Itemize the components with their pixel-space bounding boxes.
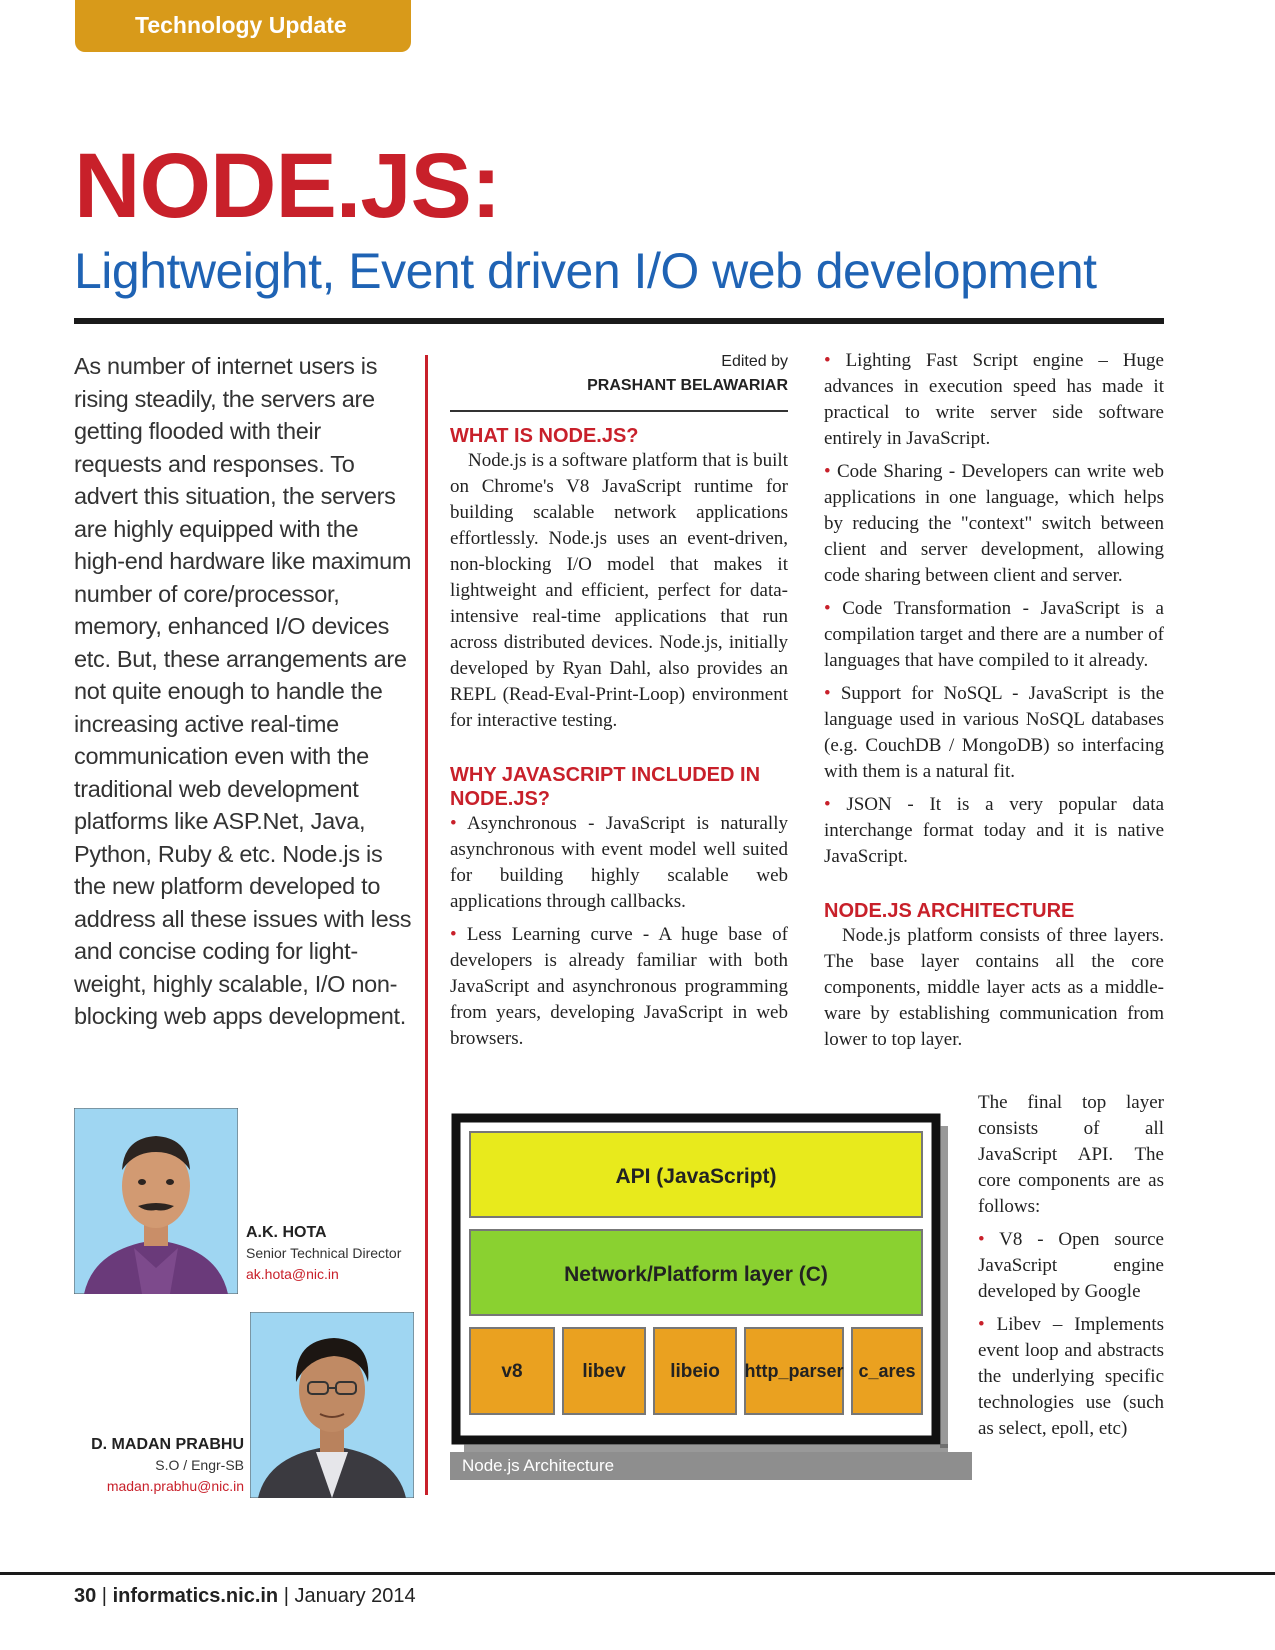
- editor-name: PRASHANT BELAWARIAR: [587, 377, 788, 394]
- editor-rule: [450, 410, 788, 412]
- column-divider: [425, 355, 428, 1495]
- component-label: http_parser: [744, 1361, 844, 1381]
- author-photo-hota: [74, 1108, 238, 1294]
- core-component-bullet: [978, 1312, 1164, 1442]
- column-three-continued: [978, 1090, 1164, 1445]
- why-bullet: [450, 922, 788, 1052]
- diagram-caption: Node.js Architecture: [450, 1452, 972, 1480]
- bullet-text: V8 - Open source JavaScript engine developed by Google: [978, 1229, 1164, 1302]
- bullet-text: Support for NoSQL - JavaScript is the language used in various NoSQL databases (e.g. CouchDB / MongoDB) so interfacing with them is a natural fit.: [824, 683, 1164, 782]
- bullet-icon: •: [824, 683, 841, 704]
- author-name: D. MADAN PRABHU: [91, 1436, 244, 1453]
- page-number: 30: [74, 1585, 97, 1607]
- footer-rule: [0, 1572, 1275, 1575]
- bullet-text: Code Transformation - JavaScript is a compilation target and there are a number of languages that have compiled to it already.: [824, 598, 1164, 671]
- author-role: S.O / Engr-SB: [155, 1457, 244, 1473]
- bullet-icon: •: [450, 924, 467, 945]
- architecture-diagram: [450, 1112, 972, 1484]
- bullet-text: Code Sharing - Developers can write web applications in one language, which helps by reducing the "context" switch between client and server development, allowing code sharing between client and server.: [824, 461, 1165, 586]
- author-email[interactable]: ak.hota@nic.in: [246, 1266, 339, 1282]
- page-title: NODE.JS:: [74, 135, 501, 237]
- component-label: v8: [501, 1361, 523, 1382]
- bullet-icon: •: [450, 813, 467, 834]
- api-layer-label: API (JavaScript): [615, 1165, 777, 1188]
- heading-architecture: NODE.JS ARCHITECTURE: [824, 900, 1075, 922]
- heading-why-javascript: WHY JAVASCRIPT INCLUDED IN NODE.JS?: [450, 764, 761, 810]
- footer-site[interactable]: informatics.nic.in: [112, 1585, 279, 1607]
- bullet-icon: •: [824, 794, 847, 815]
- why-bullet: [824, 792, 1164, 870]
- title-rule: [74, 318, 1164, 324]
- author-role: Senior Technical Director: [246, 1245, 402, 1261]
- bullet-text: Less Learning curve - A huge base of developers is already familiar with both JavaScript and asynchronous programming from years, developing JavaScript in web browsers.: [450, 924, 788, 1049]
- core-component-bullet: [978, 1227, 1164, 1305]
- architecture-paragraph: Node.js platform consists of three layers. The base layer contains all the core components, middle layer acts as a middle-ware by establishing communication from lower to top layer.: [824, 925, 1164, 1050]
- component-row: [470, 1328, 922, 1414]
- author-prabhu-meta: [80, 1434, 244, 1497]
- bullet-icon: •: [978, 1229, 1000, 1250]
- page-subtitle: Lightweight, Event driven I/O web development: [74, 243, 1097, 299]
- author-hota-meta: [246, 1222, 401, 1285]
- intro-paragraph: As number of internet users is rising steadily, the servers are getting flooded with their requests and responses. To advert this situation, the servers are highly equipped with the high-end hardware like maximum number of core/processor, memory, enhanced I/O devices etc. But, these arrangements are not quite enough to handle the increasing active real-time communication even with the traditional web development platforms like ASP.Net, Java, Python, Ruby & etc. Node.js is the new platform developed to address all these issues with less and concise coding for light-weight, highly scalable, I/O non-blocking web apps development.: [74, 353, 412, 1029]
- spacer: [824, 873, 1164, 899]
- edited-by-label: Edited by: [721, 353, 788, 370]
- component-label: libeio: [670, 1361, 720, 1382]
- bullet-text: Libev – Implements event loop and abstracts the underlying specific technologies use (such as select, epoll, etc): [978, 1314, 1164, 1439]
- what-is-nodejs-paragraph: Node.js is a software platform that is built on Chrome's V8 JavaScript runtime for building scalable network applications effortlessly. Node.js uses an event-driven, non-blocking I/O model that makes it lightweight and efficient, perfect for data-intensive real-time applications that run across distributed devices. Node.js, initially developed by Ryan Dahl, also provides an REPL (Read-Eval-Print-Loop) environment for interactive testing.: [450, 450, 788, 731]
- author-email[interactable]: madan.prabhu@nic.in: [106, 1478, 244, 1494]
- bullet-icon: •: [978, 1314, 997, 1335]
- footer-separator: |: [96, 1585, 113, 1607]
- why-bullet: [450, 811, 788, 915]
- column-three: [824, 348, 1164, 1053]
- author-name: A.K. HOTA: [246, 1224, 327, 1241]
- why-bullet: [824, 596, 1164, 674]
- why-bullet: [824, 348, 1164, 452]
- bullet-text: Lighting Fast Script engine – Huge advances in execution speed has made it practical to write server side software entirely in JavaScript.: [824, 350, 1164, 449]
- why-bullet: [824, 459, 1164, 589]
- editor-credit: [450, 350, 788, 398]
- architecture-paragraph-continued: The final top layer consists of all JavaScript API. The core components are as follows:: [978, 1092, 1164, 1217]
- why-bullet: [824, 681, 1164, 785]
- bullet-icon: •: [824, 350, 846, 371]
- spacer: [450, 737, 788, 763]
- component-label: c_ares: [858, 1361, 916, 1381]
- footer-separator: |: [278, 1585, 295, 1607]
- footer-date: January 2014: [294, 1585, 416, 1607]
- column-two: [450, 424, 788, 1055]
- bullet-icon: •: [824, 598, 843, 619]
- component-label: libev: [582, 1361, 626, 1382]
- bullet-icon: •: [824, 461, 837, 482]
- bullet-text: Asynchronous - JavaScript is naturally asynchronous with event model well suited for building highly scalable web applications through callbacks.: [450, 813, 788, 912]
- heading-what-is-nodejs: WHAT IS NODE.JS?: [450, 425, 639, 447]
- section-tab: Technology Update: [75, 0, 411, 52]
- page-footer: [74, 1580, 416, 1612]
- bullet-text: JSON - It is a very popular data interchange format today and it is native JavaScript.: [824, 794, 1165, 867]
- author-photo-prabhu: [250, 1312, 414, 1498]
- platform-layer-label: Network/Platform layer (C): [564, 1263, 828, 1286]
